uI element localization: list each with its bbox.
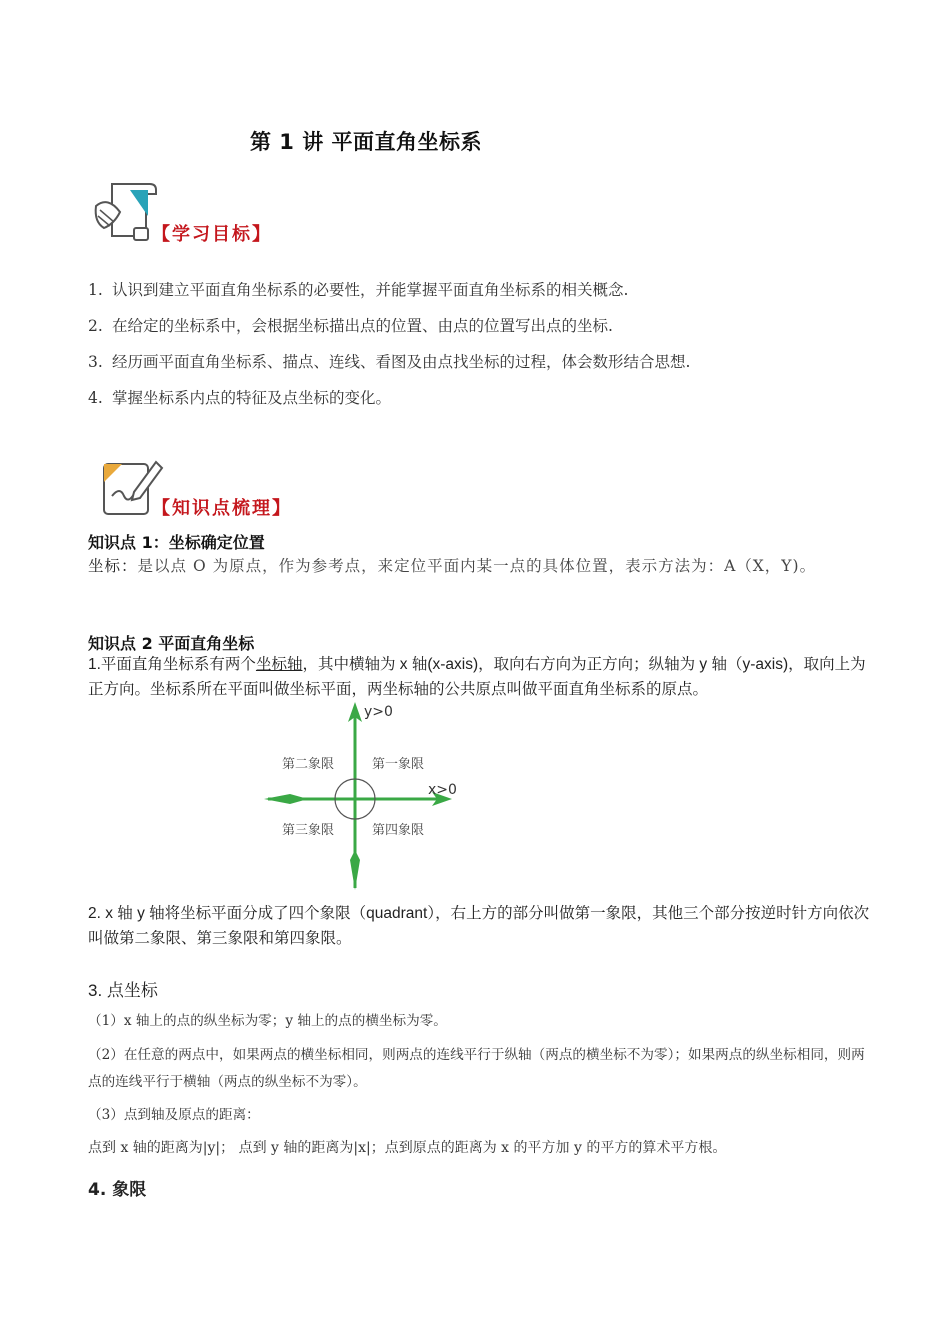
kp1-text: 是以点 O 为原点，作为参考点，来定位平面内某一点的具体位置，表示方法为：A（X，Y)。 xyxy=(137,557,817,575)
objective-item: 2. 在给定的坐标系中，会根据坐标描出点的位置、由点的位置写出点的坐标. xyxy=(88,317,613,335)
coordinate-diagram xyxy=(260,700,460,892)
kp1-paragraph xyxy=(88,553,868,580)
y-axis-label: y>0 xyxy=(364,704,393,720)
kp1-heading: 知识点 1：坐标确定位置 xyxy=(88,533,265,552)
axis-term: 坐标轴 xyxy=(255,656,303,673)
section-3-item-1: （1）x 轴上的点的纵坐标为零；y 轴上的点的横坐标为零。 xyxy=(88,1013,447,1029)
quadrant-1-label: 第一象限 xyxy=(372,757,425,772)
kp2-paragraph-1: 1.平面直角坐标系有两个坐标轴，其中横轴为 x 轴(x-axis)，取向右方向为正方向；纵轴为 y 轴（y-axis)，取向上为正方向。坐标系所在平面叫做坐标平面，两坐标轴的公共原点叫做平面直角坐标系的原点。 xyxy=(88,656,866,698)
objectives-banner-label: 【学习目标】 xyxy=(152,224,272,245)
objective-item: 1. 认识到建立平面直角坐标系的必要性，并能掌握平面直角坐标系的相关概念. xyxy=(88,281,629,299)
scroll-quill-icon xyxy=(90,176,160,246)
section-3-heading: 3. 点坐标 xyxy=(88,981,158,1000)
objective-item: 3. 经历画平面直角坐标系、描点、连线、看图及由点找坐标的过程，体会数形结合思想. xyxy=(88,353,691,371)
page-title: 第 1 讲 平面直角坐标系 xyxy=(249,130,483,154)
quadrant-3-label: 第三象限 xyxy=(282,823,335,838)
kp2-heading: 知识点 2 平面直角坐标 xyxy=(88,634,255,653)
objective-item: 4. 掌握坐标系内点的特征及点坐标的变化。 xyxy=(88,389,392,407)
quadrant-2-label: 第二象限 xyxy=(282,757,335,772)
knowledge-banner-label: 【知识点梳理】 xyxy=(152,498,292,519)
quadrant-4-label: 第四象限 xyxy=(372,823,425,838)
y-axis-tail xyxy=(350,850,360,890)
kp1-label: 坐标： xyxy=(88,557,138,575)
section-3-item-3: （3）点到轴及原点的距离： xyxy=(88,1107,260,1123)
section-4-heading: 4. 象限 xyxy=(88,1180,147,1200)
section-3-item-2: （2）在任意的两点中，如果两点的横坐标相同，则两点的连线平行于纵轴（两点的横坐标不为零）；如果两点的纵坐标相同，则两点的连线平行于横轴（两点的纵坐标不为零）。 xyxy=(88,1047,865,1090)
x-axis-tail xyxy=(264,794,308,804)
section-3-item-4: 点到 x 轴的距离为|y|； 点到 y 轴的距离为|x|；点到原点的距离为 x 的平方加 y 的平方的算术平方根。 xyxy=(88,1140,727,1156)
x-axis-label: x>0 xyxy=(428,782,457,798)
kp2-paragraph-2: 2. x 轴 y 轴将坐标平面分成了四个象限（quadrant），右上方的部分叫做第一象限，其他三个部分按逆时针方向依次叫做第二象限、第三象限和第四象限。 xyxy=(88,905,870,947)
